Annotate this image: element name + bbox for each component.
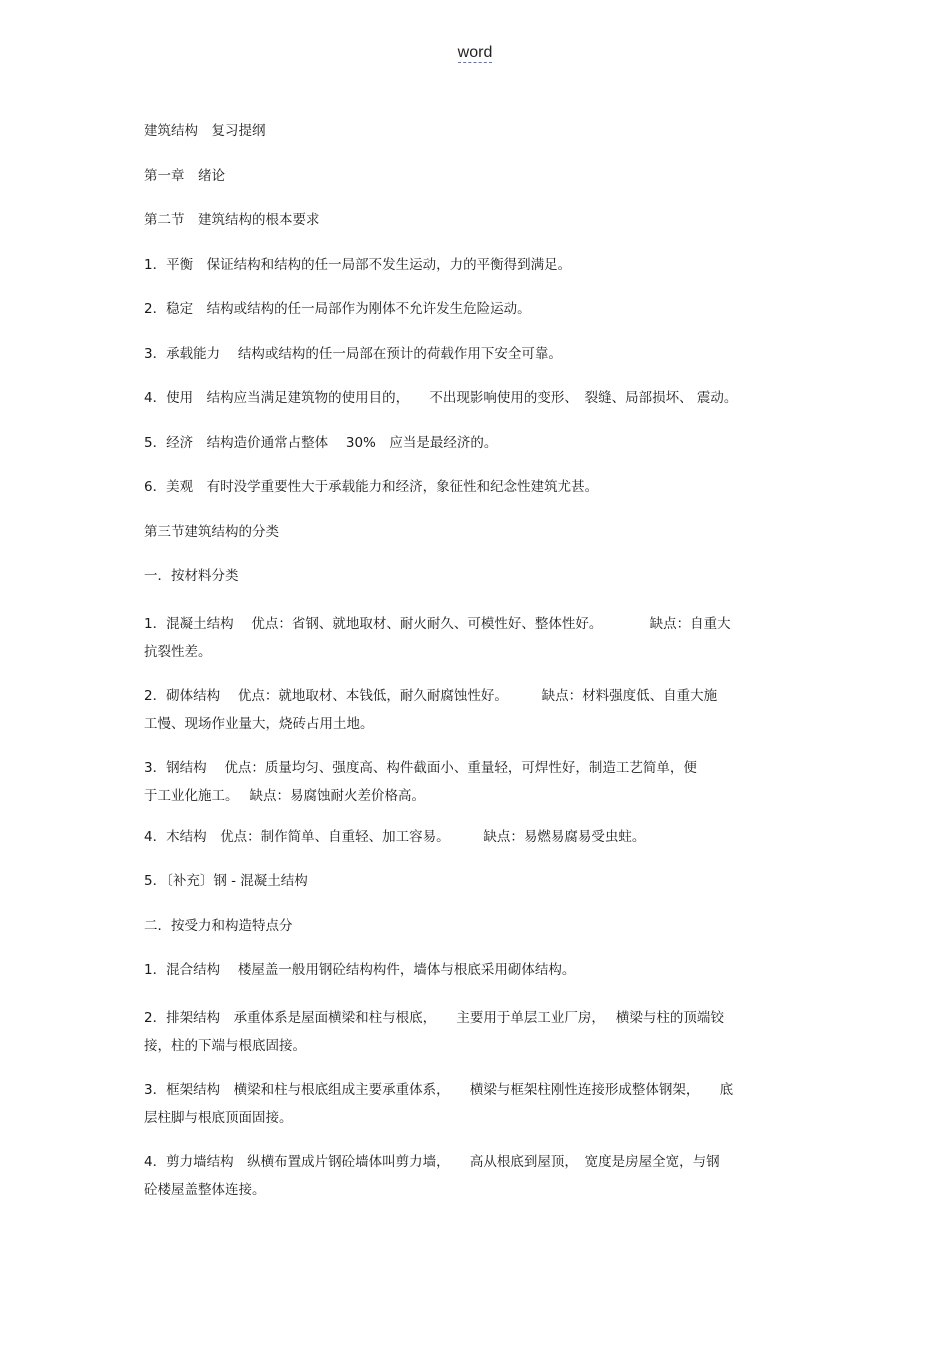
paragraph [144,959,816,981]
paragraph-line: 层柱脚与根底顶面固接。 [144,1109,293,1126]
paragraph-line: 6．美观 有时没学重要性大于承载能力和经济，象征性和纪念性建筑尤甚。 [144,479,599,495]
paragraph [144,165,816,187]
paragraph [144,1004,816,1060]
paragraph-line: 1．平衡 保证结构和结构的任一局部不发生运动，力的平衡得到满足。 [144,256,572,273]
paragraph [144,826,816,848]
paragraph-line: 1．混合结构 楼屋盖一般用钢砼结构构件，墙体与根底采用砌体结构。 [144,962,576,978]
page-header [0,44,950,62]
paragraph [144,120,816,142]
paragraph-line: 抗裂性差。 [144,643,212,660]
paragraph [144,298,816,320]
paragraph-line: 5．经济 结构造价通常占整体 30% 应当是最经济的。 [144,434,498,451]
paragraph [144,610,816,666]
paragraph-line: 2．稳定 结构或结构的任一局部作为刚体不允许发生危险运动。 [144,301,531,317]
paragraph-line: 砼楼屋盖整体连接。 [144,1181,266,1198]
paragraph-line: 工慢、现场作业量大，烧砖占用土地。 [144,715,374,732]
paragraph-line: 5．〔补充〕钢 - 混凝土结构 [144,873,308,889]
paragraph [144,209,816,231]
header-title: word [457,44,493,61]
paragraph-line: 3．框架结构 横梁和柱与根底组成主要承重体系， 横梁与框架柱刚性连接形成整体钢架， 底 [144,1081,734,1098]
paragraph-line: 一．按材料分类 [144,568,239,584]
paragraph [144,565,816,587]
paragraph [144,915,816,937]
paragraph-line: 1．混凝土结构 优点：省钢、就地取材、耐火耐久、可模性好、整体性好。 缺点：自重大 [144,615,731,632]
paragraph-line: 3．钢结构 优点：质量均匀、强度高、构件截面小、重量轻，可焊性好，制造工艺简单，便 [144,759,697,776]
paragraph [144,343,816,365]
paragraph-line: 第二节 建筑结构的根本要求 [144,212,320,228]
paragraph-line: 4．剪力墙结构 纵横布置成片钢砼墙体叫剪力墙， 高从根底到屋顶， 宽度是房屋全宽，与钢 [144,1153,720,1170]
paragraph-line: 2．排架结构 承重体系是屋面横梁和柱与根底， 主要用于单层工业厂房， 横梁与柱的顶端铰 [144,1009,724,1026]
paragraph [144,870,816,892]
paragraph-line: 二．按受力和构造特点分 [144,917,293,934]
paragraph-line: 第三节建筑结构的分类 [144,523,279,540]
paragraph-line: 接，柱的下端与根底固接。 [144,1037,306,1054]
paragraph [144,476,816,498]
paragraph-line: 建筑结构 复习提纲 [144,123,266,139]
paragraph-line: 于工业化施工。 缺点：易腐蚀耐火差价格高。 [144,787,426,804]
paragraph [144,387,816,409]
paragraph-line: 4．木结构 优点：制作简单、自重轻、加工容易。 缺点：易燃易腐易受虫蛀。 [144,828,646,845]
paragraph-line: 第一章 绪论 [144,167,225,184]
paragraph [144,432,816,454]
paragraph [144,754,816,810]
paragraph-line: 2．砌体结构 优点：就地取材、本钱低，耐久耐腐蚀性好。 缺点：材料强度低、自重大施 [144,687,718,704]
paragraph [144,682,816,738]
paragraph [144,1148,816,1204]
paragraph [144,1076,816,1132]
paragraph [144,254,816,276]
paragraph-line: 4．使用 结构应当满足建筑物的使用目的， 不出现影响使用的变形、 裂缝、局部损坏、 震动。 [144,390,738,406]
document-body [144,120,816,1220]
paragraph-line: 3．承载能力 结构或结构的任一局部在预计的荷载作用下安全可靠。 [144,345,562,362]
paragraph [144,521,816,543]
